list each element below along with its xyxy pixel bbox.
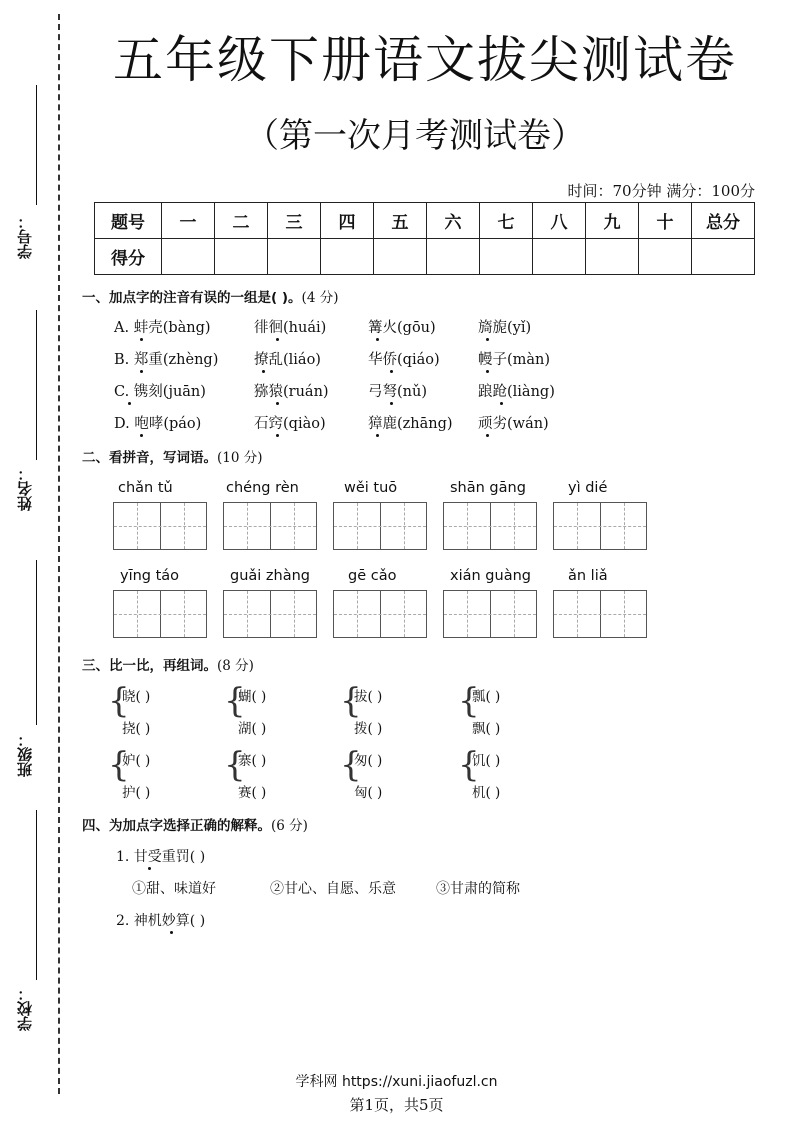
emphasis-dot xyxy=(376,434,379,437)
section1-option: 徘徊(huái) xyxy=(254,320,327,336)
student-id-line xyxy=(36,85,37,205)
score-header-cell: 一 xyxy=(162,203,215,239)
emphasis-dot xyxy=(128,402,131,405)
section1-option: B. 郑重(zhèng) xyxy=(114,352,219,368)
writing-grid[interactable] xyxy=(223,502,317,550)
writing-grid[interactable] xyxy=(553,502,647,550)
pinyin-label: gē cǎo xyxy=(348,568,397,584)
pinyin-label: yì dié xyxy=(568,480,608,496)
emphasis-dot xyxy=(376,338,379,341)
score-table-header-row xyxy=(95,203,755,239)
writing-grid[interactable] xyxy=(443,502,537,550)
pinyin-label: yīng táo xyxy=(120,568,180,584)
compare-word: 瓢( ) xyxy=(472,689,501,705)
score-header-cell: 八 xyxy=(533,203,586,239)
name-line xyxy=(36,310,37,460)
q1-option: ③甘肃的简称 xyxy=(436,881,520,897)
emphasis-dot xyxy=(140,370,143,373)
score-header-cell: 九 xyxy=(586,203,639,239)
q1-option: ①甜、味道好 xyxy=(132,881,216,897)
score-cell[interactable] xyxy=(639,239,692,275)
pinyin-label: wěi tuō xyxy=(344,480,398,496)
footer-source: 学科网 https://xuni.jiaofuzl.cn xyxy=(295,1074,498,1090)
section1-option: 华侨(qiáo) xyxy=(368,352,440,368)
compare-word: 护( ) xyxy=(122,785,151,801)
emphasis-dot xyxy=(390,370,393,373)
section1-option: 猕猿(ruán) xyxy=(254,384,329,400)
pinyin-label: guǎi zhàng xyxy=(230,568,310,584)
emphasis-dot xyxy=(148,867,151,870)
compare-word: 机( ) xyxy=(472,785,501,801)
score-cell[interactable] xyxy=(215,239,268,275)
section4-heading: 四、为加点字选择正确的解释。(6 分) xyxy=(82,818,308,834)
score-header-cell: 总分 xyxy=(692,203,755,239)
section1-option: 獐鹿(zhāng) xyxy=(368,416,453,432)
class-line xyxy=(36,560,37,725)
compare-word: 饥( ) xyxy=(472,753,501,769)
compare-word: 拔( ) xyxy=(354,689,383,705)
emphasis-dot xyxy=(486,434,489,437)
brace-icon: { xyxy=(458,681,480,721)
emphasis-dot xyxy=(486,338,489,341)
compare-word: 匈( ) xyxy=(354,785,383,801)
writing-grid[interactable] xyxy=(113,502,207,550)
section1-heading: 一、加点字的注音有误的一组是( )。(4 分) xyxy=(82,290,339,306)
score-table xyxy=(94,202,755,275)
score-cell[interactable] xyxy=(162,239,215,275)
emphasis-dot xyxy=(486,370,489,373)
section1-option: 弓弩(nǔ) xyxy=(368,384,427,400)
writing-grid[interactable] xyxy=(553,590,647,638)
pinyin-label: shān gāng xyxy=(450,480,526,496)
score-cell[interactable] xyxy=(427,239,480,275)
score-table-score-row xyxy=(95,239,755,275)
compare-word: 晓( ) xyxy=(122,689,151,705)
score-header-cell: 二 xyxy=(215,203,268,239)
emphasis-dot xyxy=(276,402,279,405)
compare-word: 拨( ) xyxy=(354,721,383,737)
emphasis-dot xyxy=(140,338,143,341)
pinyin-label: chǎn tǔ xyxy=(118,480,173,496)
emphasis-dot xyxy=(276,434,279,437)
class-label: 班级： xyxy=(16,732,34,778)
name-label: 姓名： xyxy=(16,466,34,512)
score-header-cell: 六 xyxy=(427,203,480,239)
emphasis-dot xyxy=(390,402,393,405)
school-label: 学校： xyxy=(16,986,34,1032)
student-id-label: 学号： xyxy=(16,214,34,260)
compare-word: 飘( ) xyxy=(472,721,501,737)
brace-icon: { xyxy=(340,681,362,721)
compare-word: 寨( ) xyxy=(238,753,267,769)
brace-icon: { xyxy=(458,745,480,785)
pinyin-label: ǎn liǎ xyxy=(568,568,608,584)
section1-option: 幔子(màn) xyxy=(478,352,551,368)
question-1: 1. 甘受重罚( ) xyxy=(116,849,206,865)
score-header-cell: 七 xyxy=(480,203,533,239)
score-cell[interactable] xyxy=(268,239,321,275)
section3-heading: 三、比一比，再组词。(8 分) xyxy=(82,658,254,674)
score-header-cell: 五 xyxy=(374,203,427,239)
writing-grid[interactable] xyxy=(223,590,317,638)
time-info: 时间：70分钟 满分：100分 xyxy=(567,182,755,200)
brace-icon: { xyxy=(224,681,246,721)
compare-word: 挠( ) xyxy=(122,721,151,737)
brace-icon: { xyxy=(340,745,362,785)
score-cell[interactable] xyxy=(480,239,533,275)
writing-grid[interactable] xyxy=(333,502,427,550)
score-cell[interactable] xyxy=(321,239,374,275)
page-title: 五年级下册语文拔尖测试卷 xyxy=(113,31,737,89)
page-subtitle: （第一次月考测试卷） xyxy=(245,116,585,156)
section1-option: 石窍(qiào) xyxy=(254,416,326,432)
compare-word: 匆( ) xyxy=(354,753,383,769)
score-cell[interactable] xyxy=(533,239,586,275)
binding-dashed-line xyxy=(58,14,60,1094)
pinyin-label: chéng rèn xyxy=(226,480,299,496)
compare-word: 湖( ) xyxy=(238,721,267,737)
question-2: 2. 神机妙算( ) xyxy=(116,913,206,929)
score-header-cell: 四 xyxy=(321,203,374,239)
score-header-cell: 题号 xyxy=(95,203,162,239)
section1-option: 顽劣(wán) xyxy=(478,416,549,432)
score-cell[interactable] xyxy=(692,239,755,275)
emphasis-dot xyxy=(262,370,265,373)
section1-option: 撩乱(liáo) xyxy=(254,352,321,368)
score-header-cell: 十 xyxy=(639,203,692,239)
compare-word: 赛( ) xyxy=(238,785,267,801)
brace-icon: { xyxy=(224,745,246,785)
section1-option: 踉跄(liàng) xyxy=(478,384,555,400)
pinyin-label: xián guàng xyxy=(450,568,531,584)
school-line xyxy=(36,810,37,980)
section1-option: A. 蚌壳(bàng) xyxy=(114,320,211,336)
section1-option: D. 咆哮(páo) xyxy=(114,416,202,432)
emphasis-dot xyxy=(140,434,143,437)
score-row-label: 得分 xyxy=(95,239,162,275)
score-cell[interactable] xyxy=(586,239,639,275)
section1-option: 旖旎(yǐ) xyxy=(478,320,532,336)
score-header-cell: 三 xyxy=(268,203,321,239)
brace-icon: { xyxy=(108,745,130,785)
writing-grid[interactable] xyxy=(443,590,537,638)
compare-word: 蝴( ) xyxy=(238,689,267,705)
emphasis-dot xyxy=(276,338,279,341)
emphasis-dot xyxy=(170,931,173,934)
writing-grid[interactable] xyxy=(333,590,427,638)
brace-icon: { xyxy=(108,681,130,721)
q1-option: ②甘心、自愿、乐意 xyxy=(270,881,396,897)
score-cell[interactable] xyxy=(374,239,427,275)
section2-heading: 二、看拼音，写词语。(10 分) xyxy=(82,450,263,466)
section1-option: 篝火(gōu) xyxy=(368,320,436,336)
writing-grid[interactable] xyxy=(113,590,207,638)
compare-word: 妒( ) xyxy=(122,753,151,769)
section1-option: C. 镌刻(juān) xyxy=(114,384,206,400)
footer-page-number: 第1页，共5页 xyxy=(349,1096,444,1114)
emphasis-dot xyxy=(500,402,503,405)
